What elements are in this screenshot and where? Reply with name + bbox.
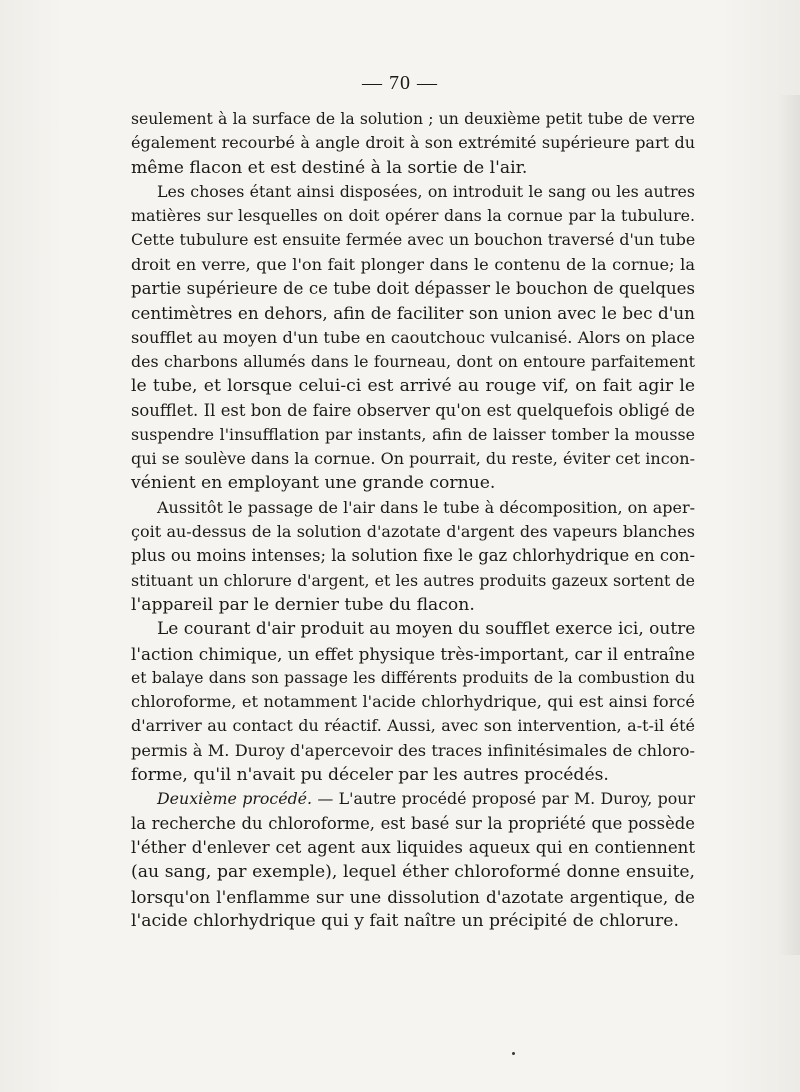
paragraph-start-line: Aussitôt le passage de l'air dans le tube à décomposition, on aper- xyxy=(157,497,695,517)
text-line: soufflet. Il est bon de faire observer qu'on est quelquefois obligé de xyxy=(131,400,695,420)
text-line: centimètres en dehors, afin de faciliter son union avec le bec d'un xyxy=(131,303,695,324)
text-line: l'action chimique, un effet physique très-important, car il entraîne xyxy=(131,643,695,664)
text-line: stituant un chlorure d'argent, et les autres produits gazeux sortent de xyxy=(131,570,695,590)
text-line: matières sur lesquelles on doit opérer dans la cornue par la tubulure. xyxy=(131,206,695,226)
text-line: çoit au-dessus de la solution d'azotate d'argent des vapeurs blanches xyxy=(131,522,695,542)
text-line: l'acide chlorhydrique qui y fait naître un précipité de chlorure. xyxy=(131,910,679,931)
text-line: chloroforme, et notamment l'acide chlorhydrique, qui est ainsi forcé xyxy=(131,692,695,712)
text-line-rest: — L'autre procédé proposé par M. Duroy, pour xyxy=(312,789,695,809)
bleed-through-shadow xyxy=(778,95,800,955)
text-line: l'appareil par le dernier tube du flacon. xyxy=(131,594,475,615)
page-number: — 70 — xyxy=(362,72,438,94)
text-line: et balaye dans son passage les différents produits de la combustion du xyxy=(131,668,695,687)
text-line: qui se soulève dans la cornue. On pourrait, du reste, éviter cet incon- xyxy=(131,449,695,469)
text-line: droit en verre, que l'on fait plonger dans le contenu de la cornue; la xyxy=(131,254,695,274)
paragraph-start-line xyxy=(131,787,695,811)
section-heading-italic: Deuxième procédé. xyxy=(157,789,313,809)
text-line: vénient en employant une grande cornue. xyxy=(131,473,496,494)
text-line: permis à M. Duroy d'apercevoir des traces infinitésimales de chloro- xyxy=(131,740,695,760)
text-line: Cette tubulure est ensuite fermée avec un bouchon traversé d'un tube xyxy=(131,230,696,250)
text-line: également recourbé à angle droit à son extrémité supérieure part du xyxy=(131,133,695,153)
text-line: la recherche du chloroforme, est basé sur la propriété que possède xyxy=(131,813,695,833)
text-line: seulement à la surface de la solution ; un deuxième petit tube de verre xyxy=(131,110,695,128)
text-line: lorsqu'on l'enflamme sur une dissolution d'azotate argentique, de xyxy=(131,886,695,907)
text-line: même flacon et est destiné à la sortie de l'air. xyxy=(131,157,528,178)
text-line: l'éther d'enlever cet agent aux liquides aqueux qui en contiennent xyxy=(131,837,695,857)
text-line: (au sang, par exemple), lequel éther chloroformé donne ensuite, xyxy=(131,862,695,883)
paragraph-start-line: Les choses étant ainsi disposées, on introduit le sang ou les autres xyxy=(157,181,695,201)
text-line: d'arriver au contact du réactif. Aussi, avec son intervention, a-t-il été xyxy=(131,716,695,736)
text-line: le tube, et lorsque celui-ci est arrivé au rouge vif, on fait agir le xyxy=(131,376,695,397)
body-text xyxy=(131,107,695,933)
text-line: suspendre l'insufflation par instants, afin de laisser tomber la mousse xyxy=(131,424,695,444)
text-line: partie supérieure de ce tube doit dépasser le bouchon de quelques xyxy=(131,279,695,299)
ink-speck xyxy=(512,1052,515,1055)
text-line: forme, qu'il n'avait pu déceler par les autres procédés. xyxy=(131,765,609,786)
paragraph-start-line: Le courant d'air produit au moyen du soufflet exerce ici, outre xyxy=(157,619,696,640)
text-line: des charbons allumés dans le fourneau, dont on entoure parfaitement xyxy=(131,351,695,371)
text-line: plus ou moins intenses; la solution fixe le gaz chlorhydrique en con- xyxy=(131,546,696,566)
text-line: soufflet au moyen d'un tube en caoutchouc vulcanisé. Alors on place xyxy=(131,327,695,347)
